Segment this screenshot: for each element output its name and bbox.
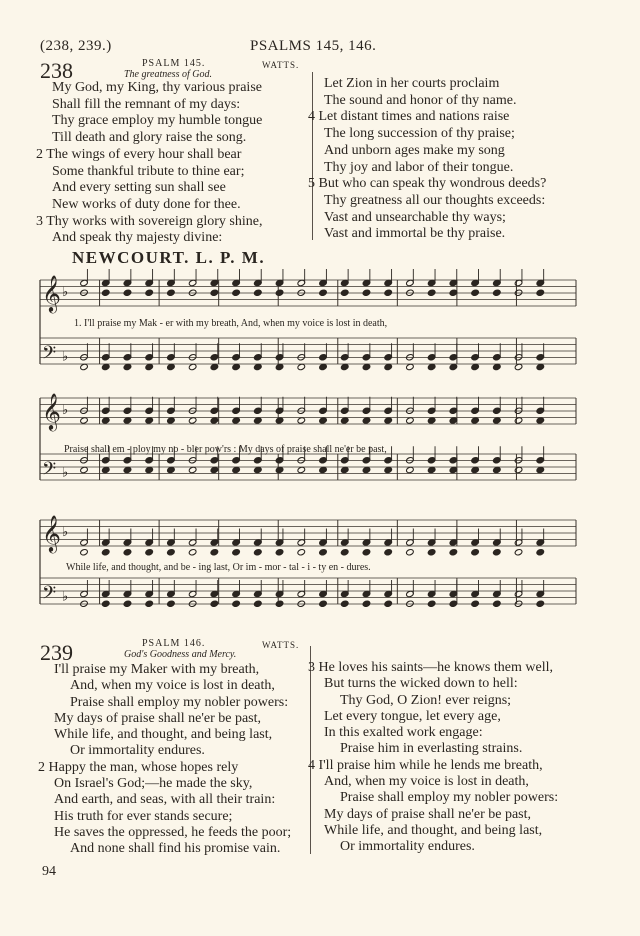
verse-line: The long succession of thy praise;: [324, 126, 515, 142]
note: [384, 549, 393, 556]
note: [275, 289, 284, 296]
note: [232, 289, 241, 296]
note: [449, 549, 458, 556]
treble-clef-icon: 𝄞: [42, 392, 61, 430]
note: [210, 549, 219, 556]
note: [340, 363, 349, 370]
flat-icon: ♭: [62, 465, 69, 481]
verse-line: The sound and honor of thy name.: [324, 92, 517, 108]
note: [449, 289, 458, 296]
note: [254, 600, 263, 607]
note: [123, 417, 132, 424]
hymn-239-title: PSALM 146.: [142, 638, 206, 649]
page-number: 94: [42, 864, 56, 879]
column-divider: [310, 646, 311, 854]
hymn-238-subtitle: The greatness of God.: [124, 69, 212, 80]
note: [188, 363, 197, 370]
verse-line: And, when my voice is lost in death,: [70, 678, 275, 694]
bass-clef-icon: 𝄢: [42, 459, 57, 484]
note: [297, 363, 306, 370]
verse-line: My God, my King, thy various praise: [52, 80, 262, 95]
note: [406, 417, 415, 424]
note: [101, 417, 110, 424]
note: [362, 289, 371, 296]
verse-line: Praise shall employ my nobler powers:: [70, 694, 289, 710]
verse-line: Some thankful tribute to thine ear;: [52, 163, 245, 179]
tune-title: NEWCOURT. L. P. M.: [72, 248, 266, 267]
note: [297, 549, 306, 556]
page-section-ref: (238, 239.): [40, 38, 112, 54]
note: [101, 363, 110, 370]
hymn-238-author: WATTS.: [262, 60, 300, 70]
note: [362, 600, 371, 607]
note: [384, 289, 393, 296]
note: [471, 417, 480, 424]
note: [232, 549, 241, 556]
verse-line: Let Zion in her courts proclaim: [324, 76, 500, 91]
hymn-number-238: 238: [40, 58, 73, 83]
verse-line: His truth for ever stands secure;: [54, 808, 233, 824]
note: [80, 549, 89, 556]
note: [406, 549, 415, 556]
verse-line: And earth, and seas, with all their train:: [54, 792, 276, 808]
note: [254, 417, 263, 424]
note: [319, 549, 328, 556]
running-title: PSALMS 145, 146.: [250, 38, 377, 54]
verse-line: 4 Let distant times and nations raise: [308, 109, 510, 125]
note: [362, 466, 371, 473]
note: [232, 466, 241, 473]
bass-clef-icon: 𝄢: [42, 343, 57, 368]
verse-line: My days of praise shall ne'er be past,: [54, 710, 262, 726]
note: [167, 289, 176, 296]
flat-icon: ♭: [62, 403, 69, 418]
note: [362, 363, 371, 370]
verse-line: I'll praise my Maker with my breath,: [54, 662, 260, 677]
note: [297, 417, 306, 424]
note: [449, 466, 458, 473]
note: [493, 549, 502, 556]
verse-line: But turns the wicked down to hell:: [324, 676, 518, 692]
note: [101, 600, 110, 607]
hymn-238-left-column: [36, 80, 263, 247]
verse-line: 3 He loves his saints—he knows them well,: [308, 660, 553, 675]
note: [449, 600, 458, 607]
note: [254, 289, 263, 296]
hymn-238-title: PSALM 145.: [142, 58, 206, 69]
verse-line: Let every tongue, let every age,: [324, 708, 501, 724]
note: [123, 289, 132, 296]
flat-icon: ♭: [62, 589, 69, 605]
note: [167, 549, 176, 556]
verse-line: Or immortality endures.: [340, 839, 475, 855]
note: [406, 466, 415, 473]
note: [188, 549, 197, 556]
note: [427, 466, 436, 473]
verse-line: Shall fill the remnant of my days:: [52, 96, 241, 112]
note: [340, 417, 349, 424]
verse-line: Praise shall employ my nobler powers:: [340, 790, 559, 806]
note: [406, 363, 415, 370]
note: [493, 289, 502, 296]
flat-icon: ♭: [62, 525, 69, 540]
verse-line: 3 Thy works with sovereign glory shine,: [36, 213, 263, 229]
note: [275, 466, 284, 473]
note: [427, 600, 436, 607]
note: [123, 466, 132, 473]
note: [210, 417, 219, 424]
note: [427, 289, 436, 296]
note: [210, 289, 219, 296]
note: [101, 289, 110, 296]
note: [471, 363, 480, 370]
verse-line: My days of praise shall ne'er be past,: [324, 806, 532, 822]
verse-line: And, when my voice is lost in death,: [324, 774, 529, 790]
note: [275, 363, 284, 370]
note: [167, 417, 176, 424]
note: [319, 600, 328, 607]
note: [493, 363, 502, 370]
note: [210, 466, 219, 473]
note: [275, 417, 284, 424]
verse-line: Vast and immortal be thy praise.: [324, 226, 506, 242]
treble-clef-icon: 𝄞: [42, 274, 61, 312]
lyric-line-2: Praise shall em - ploy my no - bler pow'rs : My days of praise shall ne'er be past,: [64, 444, 387, 455]
hymn-239-subtitle: God's Goodness and Mercy.: [124, 649, 237, 660]
note: [123, 363, 132, 370]
note: [340, 466, 349, 473]
verse-line: Praise him in everlasting strains.: [340, 741, 523, 757]
note: [254, 466, 263, 473]
note: [319, 417, 328, 424]
note: [80, 363, 89, 370]
verse-line: Or immortality endures.: [70, 743, 205, 759]
note: [145, 417, 154, 424]
note: [188, 466, 197, 473]
note: [536, 417, 545, 424]
verse-line: While life, and thought, and being last,: [54, 727, 273, 743]
note: [167, 363, 176, 370]
note: [210, 363, 219, 370]
verse-line: 2 Happy the man, whose hopes rely: [38, 759, 239, 775]
verse-line: Thy greatness all our thoughts exceeds:: [324, 192, 546, 208]
note: [275, 549, 284, 556]
hymn-238-right-column: [308, 76, 547, 243]
note: [471, 549, 480, 556]
verse-line: Thy grace employ my humble tongue: [52, 113, 263, 129]
note: [80, 417, 89, 424]
note: [471, 289, 480, 296]
note: [319, 289, 328, 296]
verse-line: On Israel's God;—he made the sky,: [54, 776, 253, 792]
note: [232, 417, 241, 424]
note: [514, 549, 523, 556]
bass-clef-icon: 𝄢: [42, 583, 57, 608]
note: [275, 600, 284, 607]
verse-line: He saves the oppressed, he feeds the poor;: [54, 824, 292, 840]
verse-line: Thy God, O Zion! ever reigns;: [340, 692, 512, 708]
flat-icon: ♭: [62, 285, 69, 300]
note: [319, 363, 328, 370]
note: [514, 417, 523, 424]
note: [449, 363, 458, 370]
verse-line: In this exalted work engage:: [324, 725, 483, 741]
note: [319, 466, 328, 473]
note: [536, 549, 545, 556]
note: [80, 466, 89, 473]
note: [232, 363, 241, 370]
note: [384, 417, 393, 424]
note: [471, 466, 480, 473]
verse-line: Vast and unsearchable thy ways;: [324, 209, 506, 225]
verse-line: New works of duty done for thee.: [52, 196, 241, 212]
flat-icon: ♭: [62, 349, 69, 365]
note: [427, 363, 436, 370]
note: [145, 600, 154, 607]
note: [384, 600, 393, 607]
note: [514, 363, 523, 370]
treble-clef-icon: 𝄞: [42, 514, 61, 552]
note: [536, 600, 545, 607]
verse-line: 2 The wings of every hour shall bear: [36, 146, 242, 162]
note: [254, 363, 263, 370]
note: [101, 549, 110, 556]
note: [167, 466, 176, 473]
verse-line: And every setting sun shall see: [52, 180, 226, 196]
note: [340, 289, 349, 296]
verse-line: And unborn ages make my song: [324, 142, 505, 158]
lyric-line-3: While life, and thought, and be - ing last, Or im - mor - tal - i - ty en - dures.: [66, 562, 371, 573]
note: [188, 417, 197, 424]
note: [123, 549, 132, 556]
note: [123, 600, 132, 607]
hymn-239-author: WATTS.: [262, 640, 300, 650]
note: [145, 289, 154, 296]
lyric-line-1: 1. I'll praise my Mak - er with my breath, And, when my voice is lost in death,: [74, 318, 388, 329]
verse-line: Till death and glory raise the song.: [52, 130, 247, 146]
note: [145, 549, 154, 556]
note: [362, 549, 371, 556]
note: [210, 600, 219, 607]
note: [493, 600, 502, 607]
note: [145, 363, 154, 370]
note: [340, 549, 349, 556]
note: [384, 363, 393, 370]
verse-line: 4 I'll praise him while he lends me breath,: [308, 757, 543, 773]
note: [427, 417, 436, 424]
note: [297, 466, 306, 473]
note: [254, 549, 263, 556]
column-divider: [312, 72, 313, 240]
verse-line: While life, and thought, and being last,: [324, 822, 543, 838]
note: [362, 417, 371, 424]
note: [493, 417, 502, 424]
verse-line: And speak thy majesty divine:: [52, 230, 223, 246]
note: [514, 466, 523, 473]
verse-line: And none shall find his promise vain.: [70, 841, 281, 857]
verse-line: 5 But who can speak thy wondrous deeds?: [308, 176, 547, 192]
note: [384, 466, 393, 473]
hymn-239-left-column: [38, 662, 292, 858]
hymn-number-239: 239: [40, 640, 73, 665]
note: [101, 466, 110, 473]
note: [167, 600, 176, 607]
note: [536, 363, 545, 370]
note: [449, 417, 458, 424]
note: [536, 289, 545, 296]
note: [536, 466, 545, 473]
note: [427, 549, 436, 556]
verse-line: Thy joy and labor of their tongue.: [324, 159, 514, 175]
note: [493, 466, 502, 473]
note: [145, 466, 154, 473]
note: [232, 600, 241, 607]
hymn-239-right-column: [308, 660, 559, 856]
note: [471, 600, 480, 607]
note: [340, 600, 349, 607]
